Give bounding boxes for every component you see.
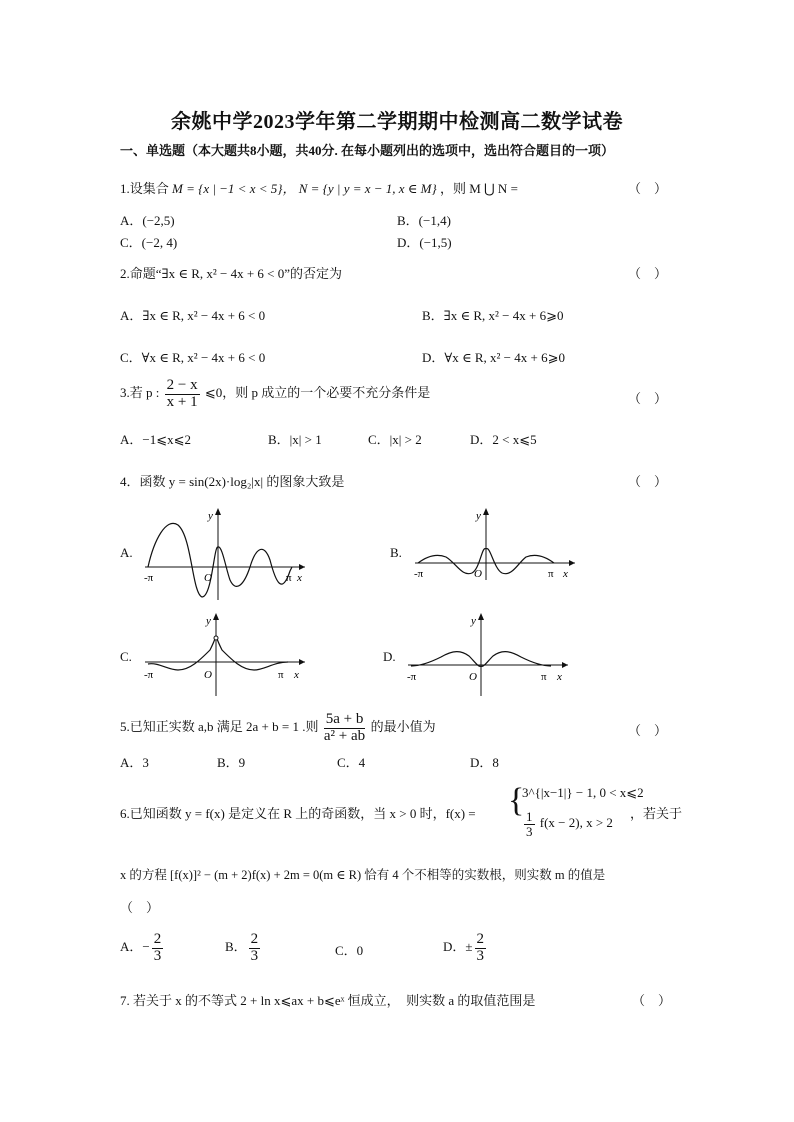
- q6-option-a: [120, 932, 165, 965]
- q6-option-a-label: A．: [120, 939, 143, 955]
- q2-option-b: B．∃x ∈ R, x² − 4x + 6⩾0: [422, 308, 564, 323]
- q6-option-d-num: 2: [476, 931, 485, 947]
- q5-answer-paren: （ ）: [628, 723, 668, 738]
- graph-d-label: D.: [383, 649, 396, 664]
- section-heading: 一、单选题（本大题共8小题，共40分. 在每小题列出的选项中，选出符合题目的一项）: [120, 143, 615, 158]
- graph-a-neg-pi: -π: [144, 572, 154, 584]
- q6-answer-paren: （ ）: [120, 900, 160, 915]
- graph-a-pos-pi: π: [286, 572, 292, 584]
- graph-b-y-arrow: [483, 508, 489, 515]
- graph-b-neg-pi: -π: [414, 568, 424, 580]
- q6-option-b-label: B．: [225, 939, 247, 955]
- graph-c: [140, 610, 310, 698]
- q2-option-a: A．∃x ∈ R, x² − 4x + 6 < 0: [120, 308, 266, 323]
- question-4: 4．函数 y = sin(2x)·log₂|x| 的图象大致是: [120, 474, 345, 489]
- question-1: [120, 178, 518, 197]
- q5-option-b: B．9: [217, 755, 246, 770]
- q1-lead: 1.设集合: [120, 181, 169, 196]
- q2-option-c: C．∀x ∈ R, x² − 4x + 6 < 0: [120, 350, 266, 365]
- graph-c-label: C.: [120, 649, 132, 664]
- graph-b-x-label: x: [563, 568, 568, 580]
- q3-denominator: x + 1: [166, 393, 198, 410]
- q3-option-b: B．|x| > 1: [268, 432, 322, 447]
- q1-option-c: C．(−2, 4): [120, 235, 178, 250]
- q6-option-d-label: D．: [443, 939, 466, 955]
- q6-case2-num: 1: [526, 809, 533, 824]
- graph-d-x-label: x: [557, 671, 562, 683]
- q6-brace: {: [508, 782, 525, 819]
- q6-case2-fraction: [524, 810, 535, 838]
- graph-a-label: A.: [120, 545, 133, 560]
- q6-tail: ，若关于: [630, 806, 683, 821]
- q1-tail: ，则 M ⋃ N =: [439, 181, 518, 196]
- exam-title: 余姚中学2023学年第二学期期中检测高二数学试卷: [171, 111, 623, 133]
- q1-option-d: D．(−1,5): [397, 235, 452, 250]
- graph-b-x-arrow: [569, 560, 575, 566]
- question-6-line2: x 的方程 [f(x)]² − (m + 2)f(x) + 2m = 0(m ∈ R) 恰有 4 个不相等的实数根，则实数 m 的值是: [120, 868, 606, 882]
- q2-option-d: D．∀x ∈ R, x² − 4x + 6⩾0: [422, 350, 565, 365]
- q6-option-d-fraction: [475, 932, 487, 965]
- graph-c-origin: O: [204, 669, 212, 681]
- question-7: 7. 若关于 x 的不等式 2 + ln x⩽ax + b⩽eˣ 恒成立， 则实数 a 的取值范围是: [120, 993, 536, 1008]
- q6-case2-den: 3: [526, 823, 533, 839]
- q1-set-n: N = {y | y = x − 1, x ∈ M}: [298, 181, 437, 196]
- graph-c-curve: [148, 636, 288, 670]
- question-3: [120, 378, 430, 411]
- graph-d-y-arrow: [478, 613, 484, 620]
- graph-b-origin: O: [474, 568, 482, 580]
- graph-c-x-label: x: [294, 669, 299, 681]
- q5-option-d: D．8: [470, 755, 499, 770]
- q5-numerator: 5a + b: [325, 711, 364, 727]
- q6-option-d: [443, 932, 488, 965]
- q3-option-d: D．2 < x⩽5: [470, 432, 537, 447]
- q3-numerator: 2 − x: [166, 377, 198, 393]
- graph-c-neg-pi: -π: [144, 669, 154, 681]
- q6-option-a-sign: −: [142, 939, 150, 955]
- graph-a-y-arrow: [215, 508, 221, 515]
- graph-d-y-label: y: [471, 615, 476, 627]
- q5-tail: 的最小值为: [370, 719, 436, 735]
- q6-option-d-den: 3: [476, 947, 485, 964]
- q1-answer-paren: （ ）: [628, 181, 668, 196]
- q1-option-b: B．(−1,4): [397, 213, 451, 228]
- q6-case-2: [522, 810, 613, 838]
- graph-c-pos-pi: π: [278, 669, 284, 681]
- q3-lead: 3.若 p :: [120, 385, 160, 401]
- q6-case2-rest: f(x − 2), x > 2: [539, 815, 613, 831]
- q7-answer-paren: （ ）: [632, 993, 672, 1008]
- q6-option-c: C．0: [335, 943, 364, 958]
- graph-d-pos-pi: π: [541, 671, 547, 683]
- graph-d-neg-pi: -π: [407, 671, 417, 683]
- graph-c-x-arrow: [299, 659, 305, 665]
- q5-fraction: [324, 712, 366, 745]
- graph-c-open-point: [214, 636, 218, 640]
- graph-d-origin: O: [469, 671, 477, 683]
- graph-b-label: B.: [390, 545, 402, 560]
- q3-answer-paren: （ ）: [628, 391, 668, 406]
- q1-option-a: A．(−2,5): [120, 213, 175, 228]
- q5-denominator: a² + ab: [323, 727, 366, 744]
- q2-answer-paren: （ ）: [628, 266, 668, 281]
- graph-b-pos-pi: π: [548, 568, 554, 580]
- q6-option-a-num: 2: [153, 931, 162, 947]
- q5-option-a: A．3: [120, 755, 149, 770]
- q6-option-b: [225, 932, 262, 965]
- q6-option-a-fraction: [152, 932, 164, 965]
- graph-c-y-arrow: [213, 613, 219, 620]
- question-6-lead: 6.已知函数 y = f(x) 是定义在 R 上的奇函数，当 x > 0 时，f(x) =: [120, 806, 476, 821]
- graph-a: [140, 505, 310, 605]
- q4-answer-paren: （ ）: [628, 474, 668, 489]
- question-5: [120, 712, 436, 745]
- q6-option-a-den: 3: [153, 947, 162, 964]
- q5-option-c: C．4: [337, 755, 366, 770]
- graph-b-y-label: y: [476, 510, 481, 522]
- q3-tail: ⩽0，则 p 成立的一个必要不充分条件是: [204, 385, 431, 401]
- q6-option-d-sign: ±: [465, 939, 473, 955]
- question-2: 2.命题“∃x ∈ R, x² − 4x + 6 < 0”的否定为: [120, 266, 343, 281]
- graph-d: [403, 610, 573, 698]
- q1-set-m: M = {x | −1 < x < 5}，: [172, 181, 296, 196]
- graph-a-y-label: y: [208, 510, 213, 522]
- graph-a-curve: [148, 523, 292, 597]
- q3-fraction: [165, 378, 200, 411]
- graph-a-x-label: x: [297, 572, 302, 584]
- q6-option-b-fraction: [249, 932, 261, 965]
- graph-b: [410, 505, 580, 585]
- q6-case-1: 3^{|x−1|} − 1, 0 < x⩽2: [522, 785, 644, 800]
- graph-d-x-arrow: [562, 662, 568, 668]
- q3-option-c: C．|x| > 2: [368, 432, 422, 447]
- q6-option-b-den: 3: [250, 947, 259, 964]
- q3-option-a: A．−1⩽x⩽2: [120, 432, 192, 447]
- q6-option-b-num: 2: [250, 931, 259, 947]
- graph-c-y-label: y: [206, 615, 211, 627]
- graph-a-origin: O: [204, 572, 212, 584]
- q5-lead: 5.已知正实数 a,b 满足 2a + b = 1 .则: [120, 719, 319, 735]
- graph-a-x-arrow: [299, 564, 305, 570]
